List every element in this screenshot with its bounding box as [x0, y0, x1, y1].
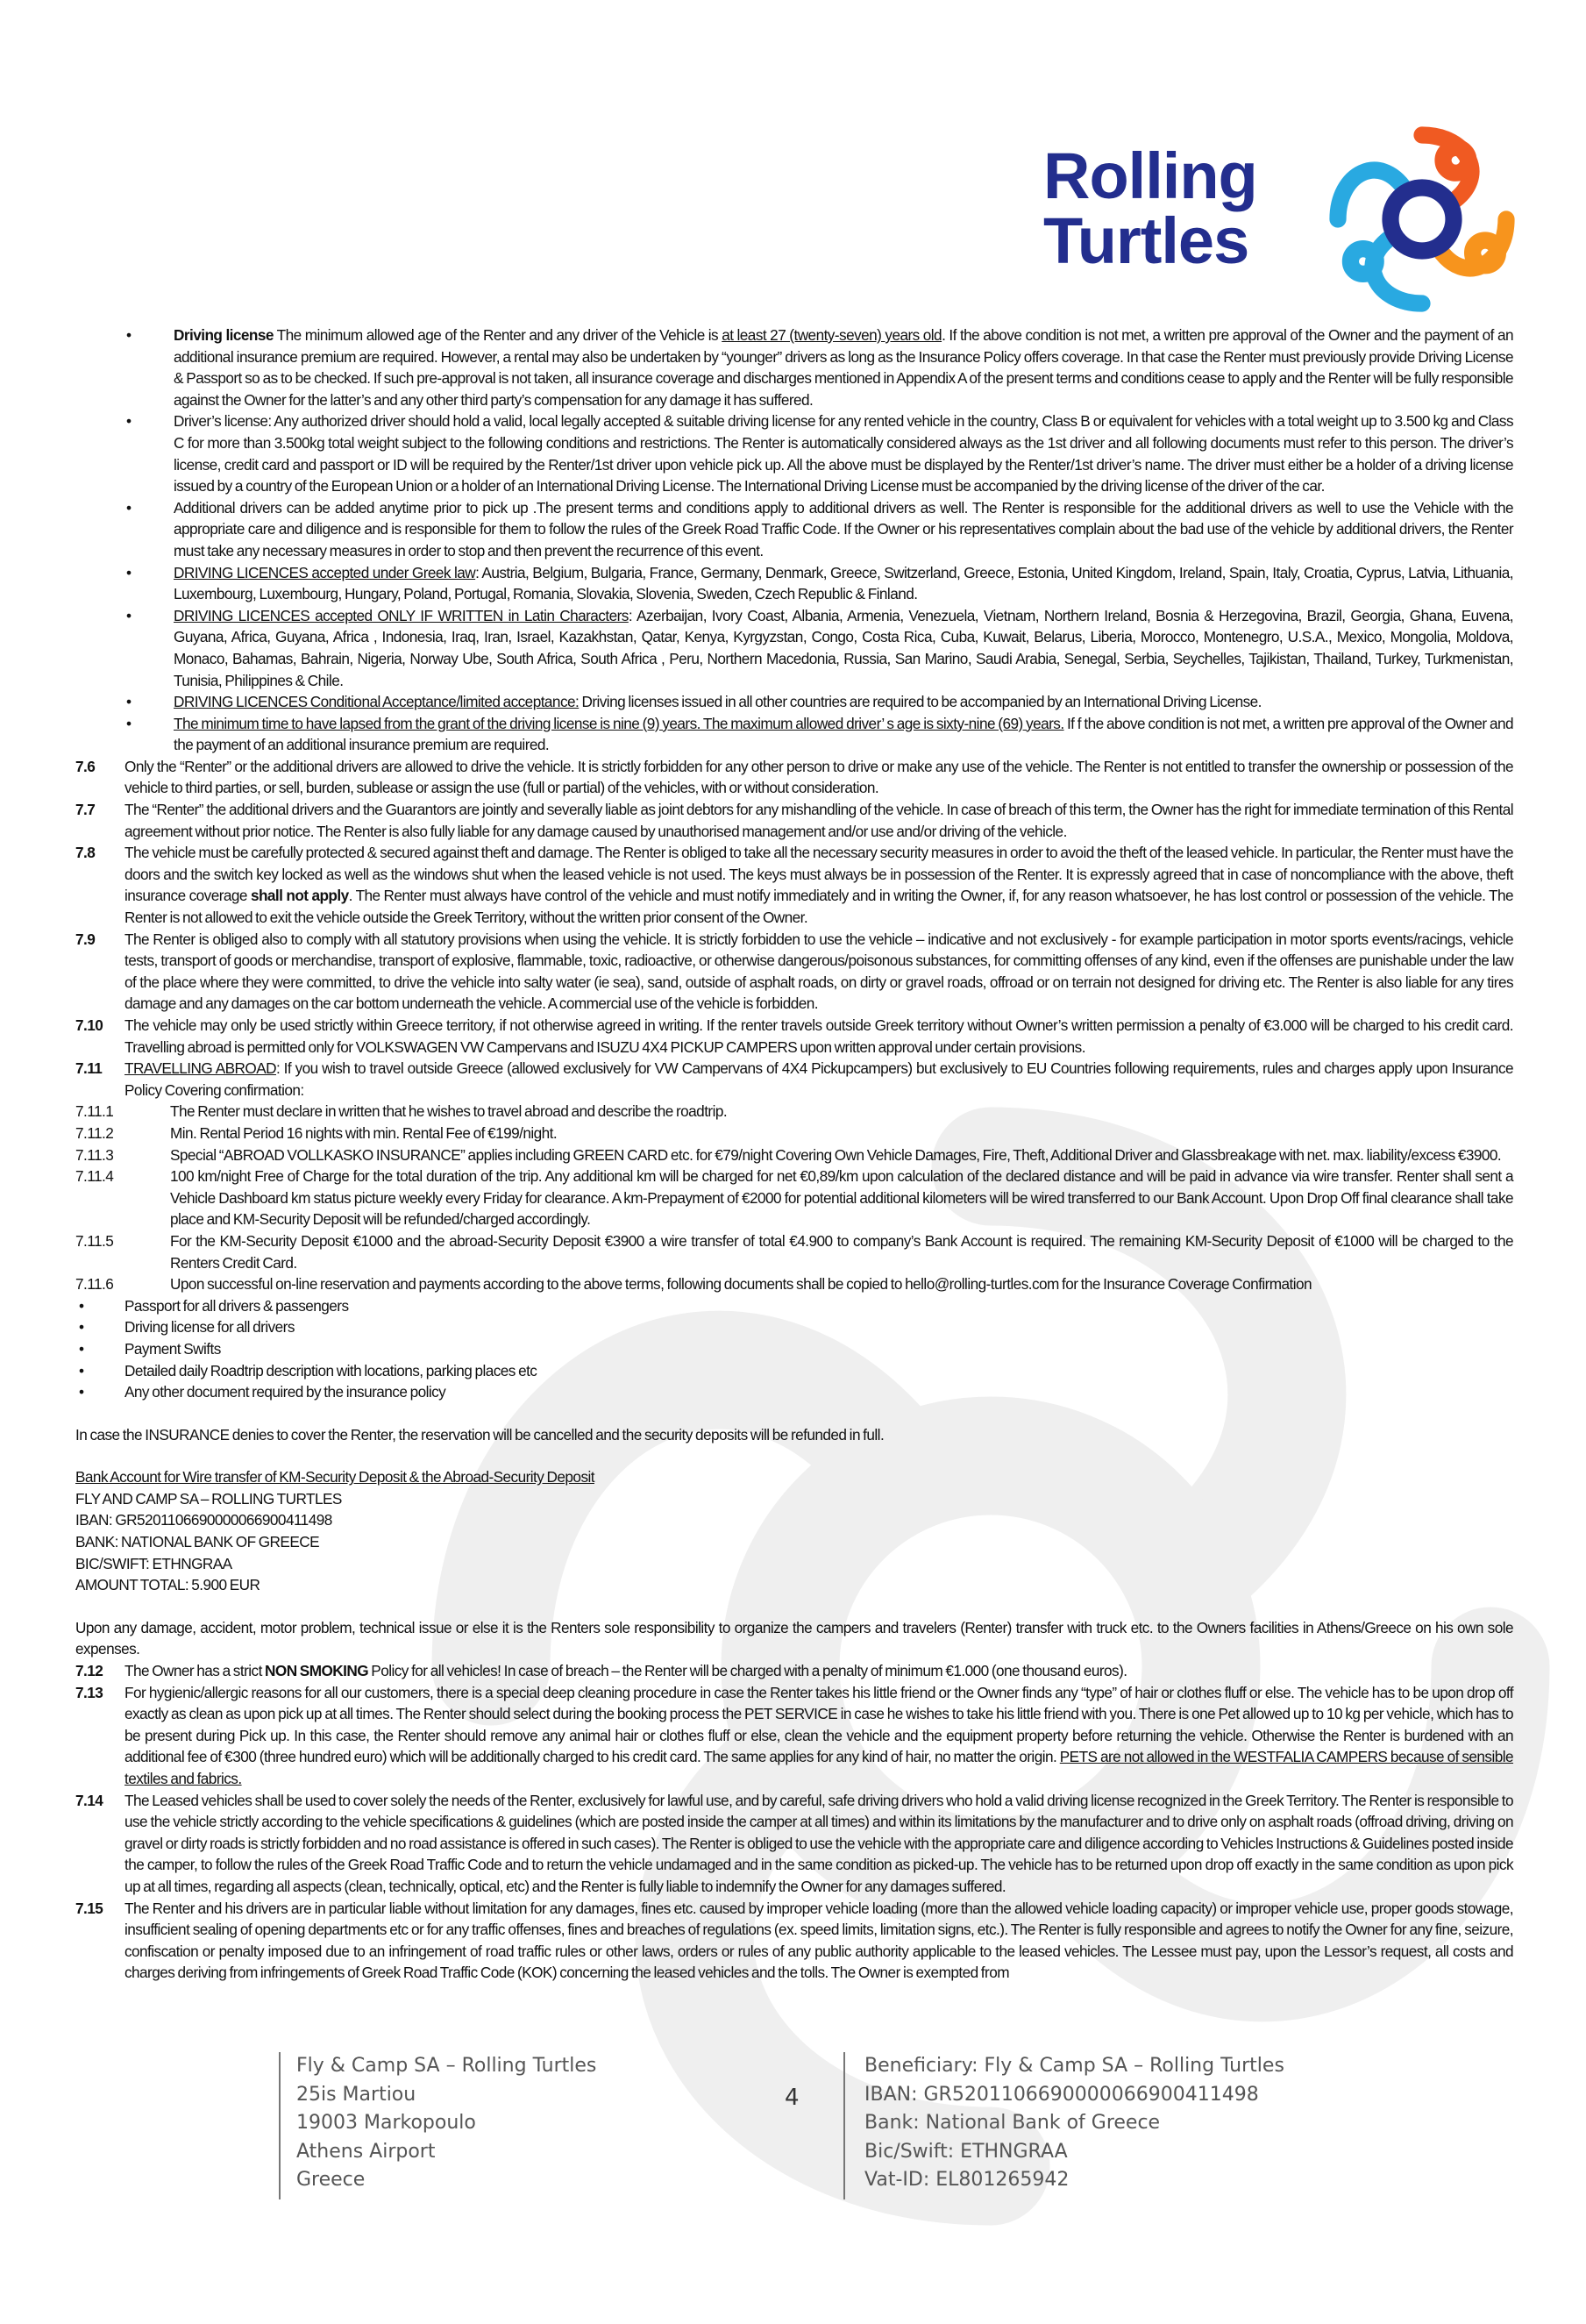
list-item: • Any other document required by the insurance policy	[75, 1381, 1513, 1403]
bank-line: BANK: NATIONAL BANK OF GREECE	[75, 1533, 320, 1551]
accident-note: Upon any damage, accident, motor problem, technical issue or else it is the Renters sole responsibility to organize the campers and travelers (Renter) transfer with truck etc. to the Owners facilities in Athens/Greece on his own sole expenses.	[75, 1618, 1513, 1658]
section-7-12: 7.12 The Owner has a strict NON SMOKING Policy for all vehicles! In case of breach – the Renter will be charged with a penalty of minimum €1.000 (one thousand euros).	[75, 1662, 1127, 1680]
bullet-driving-license: • Driving license The minimum allowed age of the Renter and any driver of the Vehicle is at least 27 (twenty-seven) years old. If the above condition is not met, a written pre approval of the Owner and the payment of an additional insurance premium are required. However, a rental may also be undertaken by “younger” drivers as long as the Insurance Policy offers coverage. In that case the Renter must previously provide Driving License & Passport so as to be checked. If such pre-approval is not taken, all insurance coverage and discharges mentioned in Appendix A of the present terms and conditions cease to apply and the Renter will be fully responsible against the Owner for the latter’s and any other third party’s compensation for any damage it has suffered.	[75, 324, 1513, 410]
section-7-11-5: 7.11.5 For the KM-Security Deposit €1000 and the abroad-Security Deposit €3900 a wire transfer of total €4.900 to company’s Bank Account is required. The remaining KM-Security Deposit of €1000 will be charged to the Renters Credit Card.	[75, 1231, 1513, 1272]
footer-address: Fly & Camp SA – Rolling Turtles 25is Martiou 19003 Markopoulo Athens Airport Greece	[279, 2052, 596, 2199]
bank-heading: Bank Account for Wire transfer of KM-Security Deposit & the Abroad-Security Deposit	[75, 1468, 594, 1486]
logo-wordmark	[1043, 139, 1257, 277]
bullet-drivers-license: • Driver’s license: Any authorized driver should hold a valid, local legally accepted & suitable driving license for any rented vehicle in the country, Class B or equivalent for vehicles with a total weight up to 3.500 kg and Class C for more than 3.500kg total weight subject to the following conditions and restrictions. The Renter is automatically considered always as the 1st driver and all following documents must refer to this person. The driver’s license, credit card and passport or ID will be required by the Renter/1st driver upon vehicle pick up. All the above must be displayed by the Renter/1st driver’s name. The driver must either be a holder of a driving license issued by a country of the European Union or a holder of an International Driving License. The International Driving License must be accompanied by the driving license of the driver of the car.	[75, 410, 1513, 496]
bank-line: IBAN: GR5201106690000066900411498	[75, 1511, 332, 1529]
footer-bank-details: Beneficiary: Fly & Camp SA – Rolling Turtles IBAN: GR5201106690000066900411498 Bank: National Bank of Greece Bic/Swift: ETHNGRAA Vat-ID: EL801265942	[843, 2052, 1284, 2199]
section-7-11-4: 7.11.4 100 km/night Free of Charge for the total duration of the trip. Any additional km will be charged for net €0,89/km upon calculation of the declared distance and will be paid in advance via wire transfer. Renter shall sent a Vehicle Dashboard km status picture weekly every Friday for clearance. A km-Prepayment of €2000 for potential additional kilometers will be wired transferred to our Bank Account. Upon Drop Off final clearance shall take place and KM-Security Deposit will be refunded/charged accordingly.	[75, 1167, 1513, 1229]
bullet-licences-accepted: • DRIVING LICENCES accepted under Greek law: Austria, Belgium, Bulgaria, France, Germany, Denmark, Greece, Switzerland, Greece, Estonia, United Kingdom, Ireland, Spain, Italy, Croatia, Cyprus, Latvia, Lithuania, Luxembourg, Luxembourg, Hungary, Poland, Portugal, Romania, Slovakia, Slovenia, Sweden, Czech Republic & Finland.	[75, 562, 1513, 605]
section-7-11-1: 7.11.1 The Renter must declare in written that he wishes to travel abroad and describe the roadtrip.	[75, 1102, 728, 1121]
bullet-minimum-time: • The minimum time to have lapsed from the grant of the driving license is nine (9) years. The maximum allowed driver’ s age is sixty-nine (69) years. If f the above condition is not met, a written pre approval of the Owner and the payment of an additional insurance premium are required.	[75, 713, 1513, 756]
logo-line-2: Turtles	[1043, 204, 1249, 277]
section-7-7: 7.7 The “Renter” the additional drivers and the Guarantors are jointly and severally liable as joint debtors for any mishandling of the vehicle. In case of breach of this term, the Owner has the right for immediate termination of this Rental agreement without prior notice. The Renter is also fully liable for any damage caused by unauthorised management and/or use and/or driving of the vehicle.	[75, 801, 1513, 840]
section-7-14: 7.14 The Leased vehicles shall be used to cover solely the needs of the Renter, exclusively for lawful use, and by careful, safe driving drivers who hold a valid driving license recognized in the Greek Territory. The Renter is responsible to use the vehicle strictly according to the vehicle specifications & guidelines (which are posted inside the camper at all times) and within its limitations by the manufacturer and to drive only on asphalt roads (offroad driving, driving on gravel or dirty roads is strictly forbidden and no road assistance is offered in such cases). The Renter is obliged to use the vehicle with the appropriate care and diligence according to Vehicles Instructions & Guidelines posted inside the camper, to follow the rules of the Greek Road Traffic Code and to return the vehicle undamaged and in the same condition as picked-up. The vehicle has to be returned upon drop off exactly in the same condition as upon pick up at all times, regarding all aspects (clean, technically, optical, etc) and the Renter is fully liable to indemnify the Owner for any damages suffered.	[75, 1791, 1513, 1895]
section-7-8: 7.8 The vehicle must be carefully protected & secured against theft and damage. The Renter is obliged to take all the necessary security measures in order to avoid the theft of the leased vehicle. In particular, the Renter must have the doors and the switch key locked as well as the windows shut when the leased vehicle is not used. The keys must always be in possession of the Renter. It is expressly agreed that in case of noncompliance with the above, theft insurance coverage shall not apply. The Renter must always have control of the vehicle and must notify immediately and in writing the Owner, if, for any reason whatsoever, he has lost control or possession of the vehicle. The Renter is not allowed to exit the vehicle outside the Greek Territory, without the written prior consent of the Owner.	[75, 844, 1513, 927]
list-item: • Payment Swifts	[75, 1338, 1513, 1360]
company-logo	[1043, 114, 1534, 324]
section-7-13: 7.13 For hygienic/allergic reasons for all our customers, there is a special deep cleaning procedure in case the Renter takes his little friend or the Owner finds any “type” of hair or clothes fluff or else. The vehicle has to be upon drop off exactly as clean as upon pick up at all times. The Renter should select during the booking process the PET SERVICE in case he wishes to take his little friend with you. There is one Pet allowed up to 10 kg per vehicle, which has to be present during Pick up. In this case, the Renter should remove any animal hair or clothes fluff or else, clean the vehicle and the equipment property before returning the vehicle. Otherwise the Renter is burdened with an additional fee of €300 (three hundred euro) which will be additionally charged to his credit card. The same applies for any kind of hair, no matter the origin. PETS are not allowed in the WESTFALIA CAMPERS because of sensible textiles and fabrics.	[75, 1683, 1514, 1787]
bank-line: FLY AND CAMP SA – ROLLING TURTLES	[75, 1489, 342, 1508]
section-7-11: 7.11 TRAVELLING ABROAD: If you wish to travel outside Greece (allowed exclusively for VW Campervans of 4X4 Pickupcampers) but exclusively to EU Countries following requirements, rules and charges apply upon Insurance Policy Covering confirmation:	[75, 1059, 1513, 1099]
section-7-15: 7.15 The Renter and his drivers are in particular liable without limitation for any damages, fines etc. caused by improper vehicle loading (more than the allowed vehicle loading capacity) or improper vehicle use, proper goods stowage, insufficient sealing of opening departments etc or for any traffic offenses, fines and breaches of regulations (ex. speed limits, limitation signs, etc.). The Renter is fully responsible and agrees to notify the Owner for any fine, seizure, confiscation or penalty imposed due to an infringement of road traffic rules or other laws, orders or rules of any public authority applicable to the leased vehicles. The Lessee must pay, upon the Lessor’s request, all costs and charges deriving from infringements of Greek Road Traffic Code (KOK) concerning the leased vehicles and the tolls. The Owner is exempted from	[75, 1899, 1513, 1982]
section-7-6: 7.6 Only the “Renter” or the additional drivers are allowed to drive the vehicle. It is strictly forbidden for any other person to drive or make any use of the vehicle. The Renter is not entitled to transfer the ownership or possession of the vehicle to third parties, or sell, burden, sublease or assign the use (full or partial) of the vehicles, with or without consideration.	[75, 757, 1513, 797]
section-7-9: 7.9 The Renter is obliged also to comply with all statutory provisions when using the vehicle. It is strictly forbidden to use the vehicle – indicative and not exclusively - for example participation in motor sports events/racings, vehicle tests, transport of goods or merchandise, transport of explosive, flammable, toxic, radioactive, or otherwise dangerous/poisonous substances, for committing offenses of any kind, even if the offenses are punishable under the law of the place where they were committed, to drive the vehicle into salty water (ie sea), sand, outside of asphalt roads, on dirty or gravel roads, offroad or on terrain not designed for driving etc. The Renter is also liable for any tires damage and any damages on the car bottom underneath the vehicle. A commercial use of the vehicle is forbidden.	[75, 930, 1513, 1013]
section-7-10: 7.10 The vehicle may only be used strictly within Greece territory, if not otherwise agreed in writing. If the renter travels outside Greek territory without Owner’s written permission a penalty of €3.000 will be charged to his credit card. Travelling abroad is permitted only for VOLKSWAGEN VW Campervans and ISUZU 4X4 PICKUP CAMPERS upon written approval under certain provisions.	[75, 1016, 1513, 1056]
turtle-knot-icon	[1317, 114, 1527, 324]
bullet-licences-latin: • DRIVING LICENCES accepted ONLY IF WRITTEN in Latin Characters: Azerbaijan, Ivory Coast, Albania, Armenia, Venezuela, Vietnam, Northern Ireland, Bosnia & Herzegovina, Brazil, Georgia, Ghana, Euvena, Guyana, Africa, Guyana, Africa , Indonesia, Iraq, Iran, Israel, Kazakhstan, Qatar, Kenya, Kyrgyzstan, Congo, Costa Rica, Cuba, Kuwait, Belarus, Liberia, Morocco, Montenegro, U.S.A., Mexico, Mongolia, Moldova, Monaco, Bahamas, Bahrain, Nigeria, Norway Ube, South Africa, South Africa , Peru, Northern Macedonia, Russia, San Marino, Saudi Arabia, Senegal, Serbia, Seychelles, Tajikistan, Thailand, Turkey, Turkmenistan, Tunisia, Philippines & Chile.	[75, 605, 1513, 691]
page-footer	[0, 2052, 1586, 2228]
list-item: • Passport for all drivers & passengers	[75, 1295, 1513, 1317]
section-7-11-3: 7.11.3 Special “ABROAD VOLLKASKO INSURANCE” applies including GREEN CARD etc. for €79/night Covering Own Vehicle Damages, Fire, Theft, Additional Driver and Glassbreakage with net. max. liability/excess €3900.	[75, 1145, 1502, 1164]
insurance-note: In case the INSURANCE denies to cover the Renter, the reservation will be cancelled and the security deposits will be refunded in full.	[75, 1425, 885, 1444]
bullet-additional-drivers: • Additional drivers can be added anytime prior to pick up .The present terms and conditions apply to additional drivers as well. The Renter is responsible for the additional drivers as well to use the Vehicle with the appropriate care and diligence and is responsible for them to follow the rules of the Greek Road Traffic Code. If the Owner or his representatives complain about the bad use of the vehicle by additional drivers, the Renter must take any necessary measures in order to stop and then prevent the recurrence of this event.	[75, 497, 1513, 562]
logo-line-1: Rolling	[1043, 139, 1257, 212]
list-item: • Detailed daily Roadtrip description with locations, parking places etc	[75, 1360, 1513, 1382]
document-body	[75, 324, 1513, 1984]
section-7-11-6: 7.11.6 Upon successful on-line reservation and payments according to the above terms, following documents shall be copied to hello@rolling-turtles.com for the Insurance Coverage Confirmation	[75, 1275, 1312, 1294]
section-7-11-2: 7.11.2 Min. Rental Period 16 nights with min. Rental Fee of €199/night.	[75, 1123, 558, 1142]
bullet-licences-conditional: • DRIVING LICENCES Conditional Acceptance/limited acceptance: Driving licenses issued in all other countries are required to be accompanied by an International Driving License.	[75, 691, 1513, 713]
page-number: 4	[785, 2085, 800, 2111]
bank-line: BIC/SWIFT: ETHNGRAA	[75, 1554, 232, 1572]
list-item: • Driving license for all drivers	[75, 1316, 1513, 1338]
bank-line: AMOUNT TOTAL: 5.900 EUR	[75, 1576, 260, 1594]
